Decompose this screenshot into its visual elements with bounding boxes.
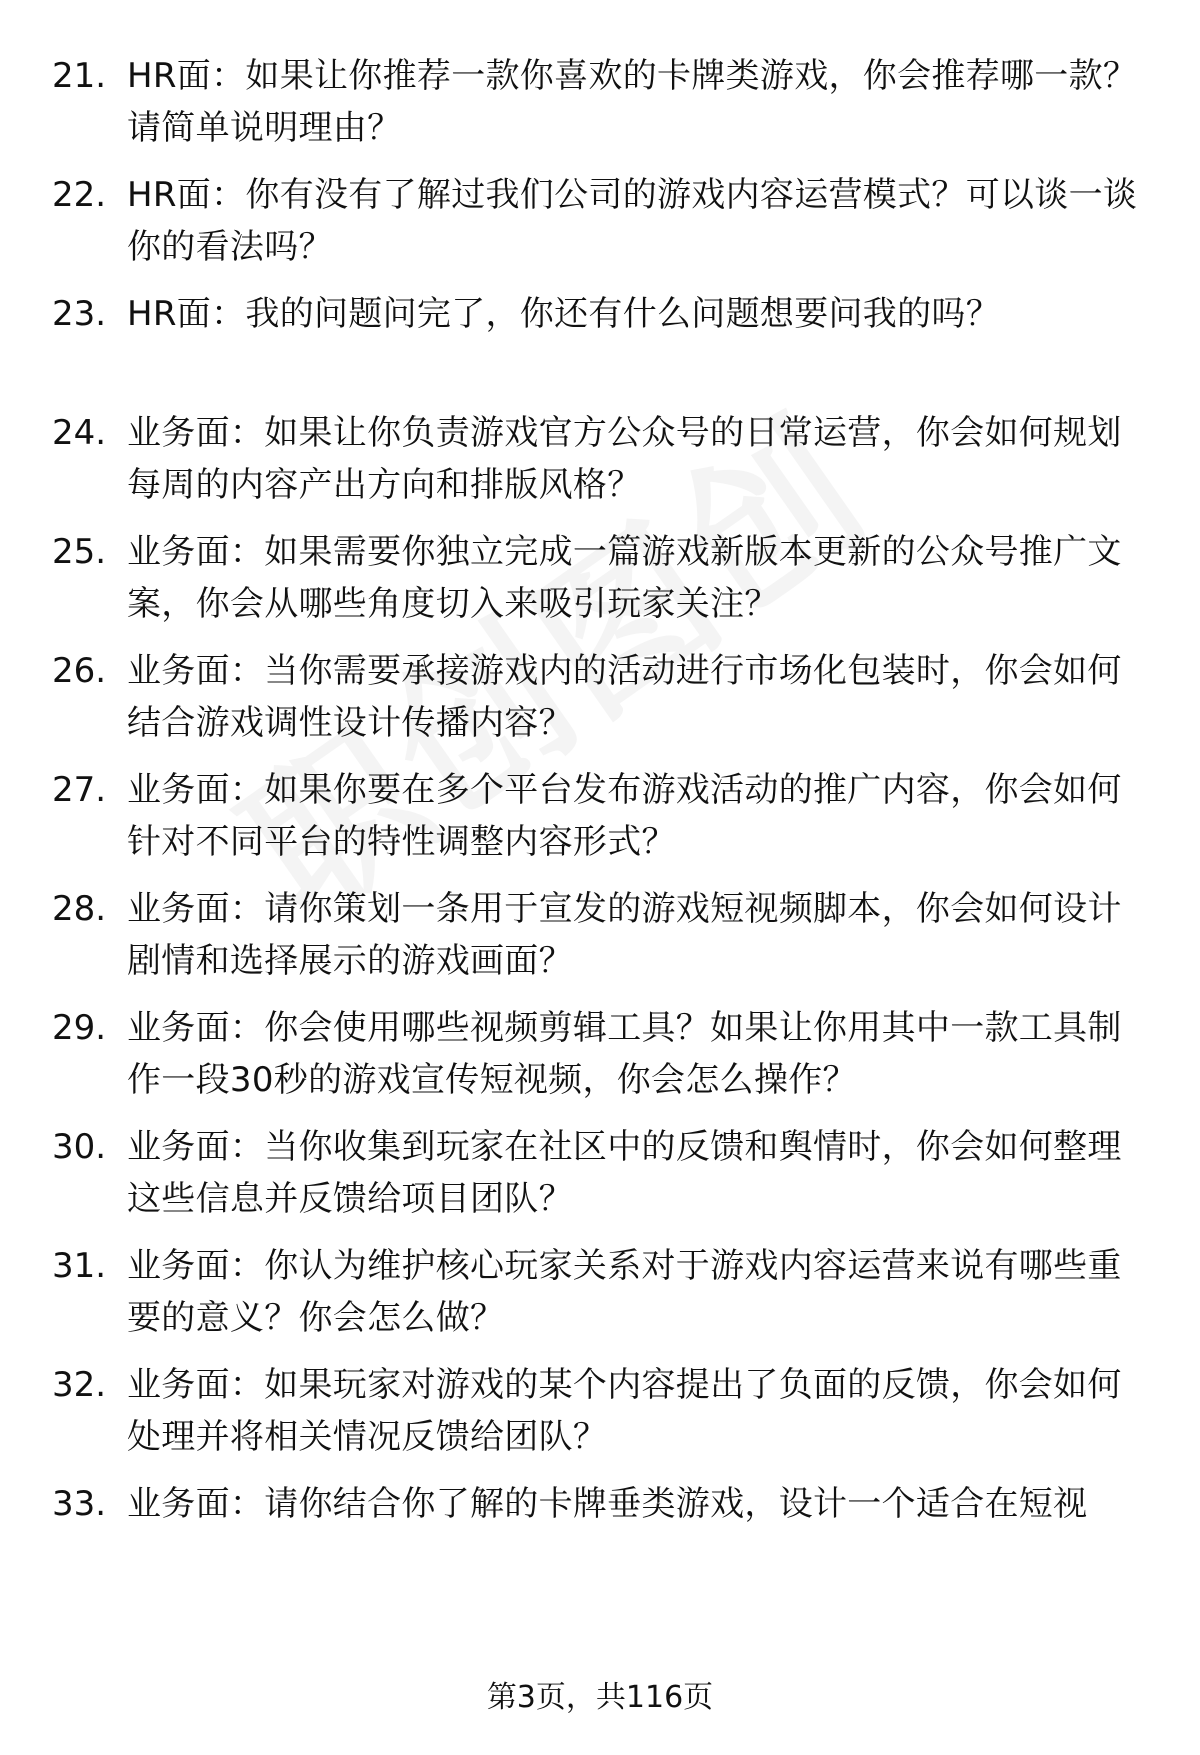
question-number: 24.: [52, 413, 107, 453]
question-number: 21.: [52, 56, 107, 96]
question-text: 业务面：如果让你负责游戏官方公众号的日常运营，你会如何规划每周的内容产出方向和排版风格？: [127, 413, 1122, 505]
question-item: [0, 407, 1200, 527]
question-text: 业务面：请你结合你了解的卡牌垂类游戏，设计一个适合在短视: [127, 1484, 1088, 1524]
question-number: 22.: [52, 175, 107, 215]
question-item: [0, 50, 1200, 170]
question-text: 业务面：你认为维护核心玩家关系对于游戏内容运营来说有哪些重要的意义？你会怎么做？: [127, 1246, 1122, 1338]
question-item: [0, 1240, 1200, 1360]
question-text: 业务面：如果需要你独立完成一篇游戏新版本更新的公众号推广文案，你会从哪些角度切入来吸引玩家关注？: [127, 532, 1122, 624]
question-text: 业务面：当你需要承接游戏内的活动进行市场化包装时，你会如何结合游戏调性设计传播内容？: [127, 651, 1122, 743]
question-number: 29.: [52, 1008, 107, 1048]
question-text: 业务面：你会使用哪些视频剪辑工具？如果让你用其中一款工具制作一段30秒的游戏宣传短视频，你会怎么操作？: [127, 1008, 1122, 1100]
question-text: HR面：如果让你推荐一款你喜欢的卡牌类游戏，你会推荐哪一款？请简单说明理由？: [127, 56, 1138, 148]
question-item: [0, 883, 1200, 1003]
question-number: 25.: [52, 532, 107, 572]
question-item: [0, 1359, 1200, 1479]
question-number: 28.: [52, 889, 107, 929]
question-item: [0, 1002, 1200, 1122]
question-number: 26.: [52, 651, 107, 691]
question-number: 23.: [52, 294, 107, 334]
question-item: [0, 645, 1200, 765]
question-number: 33.: [52, 1484, 107, 1524]
question-text: HR面：你有没有了解过我们公司的游戏内容运营模式？可以谈一谈你的看法吗？: [127, 175, 1138, 267]
question-text: 业务面：请你策划一条用于宣发的游戏短视频脚本，你会如何设计剧情和选择展示的游戏画面？: [127, 889, 1122, 981]
question-item: [0, 169, 1200, 289]
question-text: 业务面：如果你要在多个平台发布游戏活动的推广内容，你会如何针对不同平台的特性调整内容形式？: [127, 770, 1122, 862]
question-item: [0, 526, 1200, 646]
question-item: [0, 1121, 1200, 1241]
question-text: 业务面：当你收集到玩家在社区中的反馈和舆情时，你会如何整理这些信息并反馈给项目团队？: [127, 1127, 1122, 1219]
question-number: 30.: [52, 1127, 107, 1167]
page-footer: 第3页，共116页: [486, 1680, 714, 1715]
question-number: 32.: [52, 1365, 107, 1405]
question-text: HR面：我的问题问完了，你还有什么问题想要问我的吗？: [127, 294, 1000, 334]
question-item: [0, 764, 1200, 884]
question-number: 31.: [52, 1246, 107, 1286]
question-number: 27.: [52, 770, 107, 810]
question-item: [0, 1478, 1200, 1598]
question-text: 业务面：如果玩家对游戏的某个内容提出了负面的反馈，你会如何处理并将相关情况反馈给团队？: [127, 1365, 1122, 1457]
question-item: [0, 288, 1200, 408]
